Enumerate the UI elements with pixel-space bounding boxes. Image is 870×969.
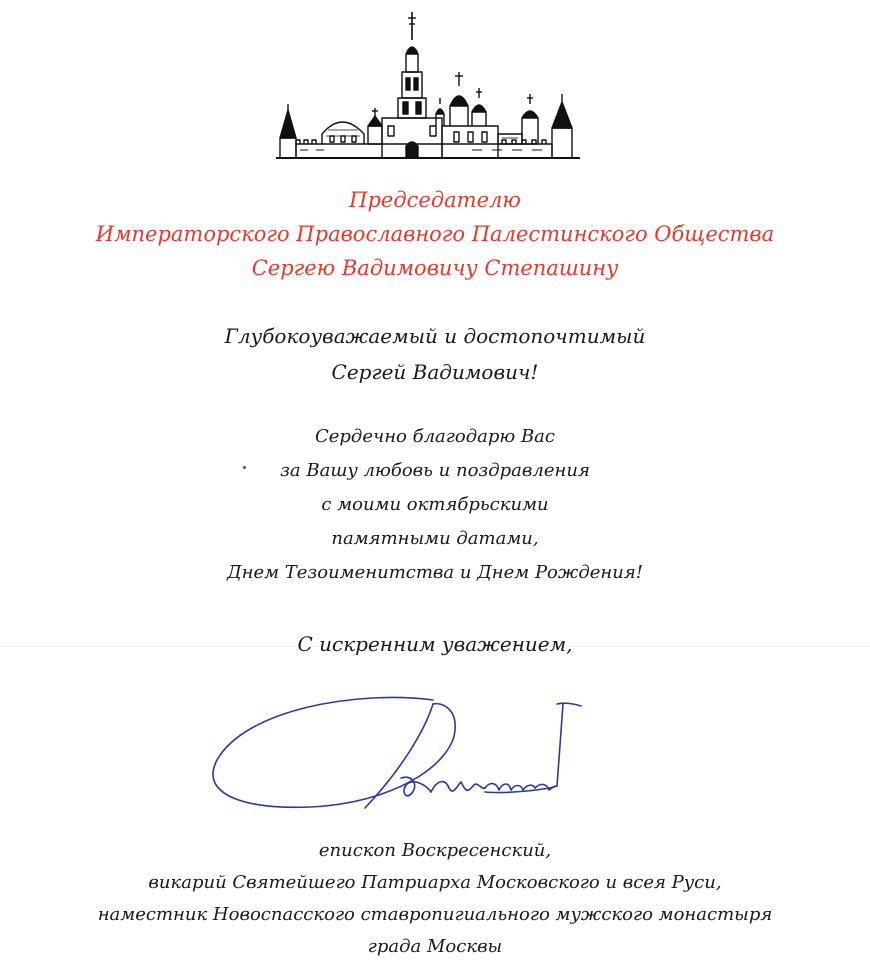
signatory-title: наместник Новоспасского ставропигиального мужского монастыря [97, 904, 773, 925]
handwritten-signature [205, 690, 705, 825]
body-line: с моими октябрьскими [321, 494, 549, 515]
signatory-title: града Москвы [367, 936, 503, 957]
closing: С искренним уважением, [297, 632, 573, 656]
signatory-title: епископ Воскресенский, [318, 840, 552, 861]
addressee-name: Сергею Вадимовичу Степашину [251, 256, 619, 280]
signatory-title: викарий Святейшего Патриарха Московского и всея Руси, [148, 872, 722, 893]
body-line: Днем Тезоименитства и Днем Рождения! [226, 562, 644, 583]
body-line: памятными датами, [331, 528, 539, 549]
salutation-line: Глубокоуважаемый и достопочтимый [224, 324, 646, 348]
body-line: за Вашу любовь и поздравления [280, 460, 590, 481]
addressee-title: Председателю [349, 188, 521, 212]
addressee-organization: Императорского Православного Палестинского Общества [95, 222, 775, 246]
salutation-name: Сергей Вадимович! [331, 360, 539, 384]
body-line: Сердечно благодарю Вас [314, 426, 555, 447]
monastery-icon [272, 6, 584, 166]
stray-mark [243, 466, 246, 469]
